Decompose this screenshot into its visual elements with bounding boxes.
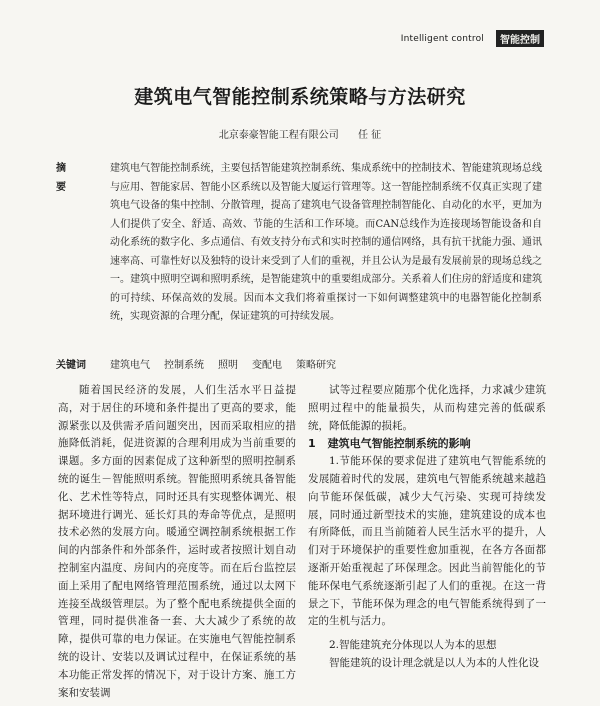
- section-number: 1: [308, 437, 316, 451]
- keyword: 策略研究: [296, 360, 336, 371]
- section-badge: 智能控制: [496, 30, 544, 47]
- body-left-column: 随着国民经济的发展，人们生活水平日益提高，对于居住的环境和条件提出了更高的要求，能源紧张以及供需矛盾问题突出，因而采取相应的措施降低消耗，促进资源的合理利用成为当前重要的课题。多方面的因素促成了这种新型的照明控制系统的诞生－智能照明系统。智能照明系统具备智能化、艺术性等特点，同时还具有实现整体调光、根据环境进行调光、延长灯具的寿命等优点，是照明技术必然的发展方向。暖通空调控制系统根据工作间的内部条件和外部条件，运时或者按照计划自动控制室内温度、房间内的亮度等。而在后台监控层面上采用了配电网络管理范围系统，通过以太网下连接至战级管理层。为了整个配电系统提供全面的管理，同时提供准备一套、大大减少了系统的故障，提供可靠的电力保证。在实施电气智能控制系统的设计、安装以及调试过程中，在保证系统的基本功能正常发挥的情况下，对于设计方案、施工方案和安装调: [58, 384, 296, 699]
- body-right-column: [308, 382, 546, 673]
- keyword: 控制系统: [164, 360, 204, 371]
- section-heading: [308, 435, 546, 453]
- article-title: 建筑电气智能控制系统策略与方法研究: [134, 86, 466, 108]
- paragraph: 智能建筑的设计理念就是以人为本的人性化设: [329, 656, 539, 669]
- section-title: 建筑电气智能控制系统的影响: [327, 437, 471, 451]
- keyword: 建筑电气: [110, 360, 150, 371]
- running-header: [401, 30, 544, 47]
- author-organization: 北京泰豪智能工程有限公司: [218, 130, 339, 141]
- abstract-label: 摘 要: [56, 163, 74, 193]
- keywords-label: 关键词: [56, 360, 86, 371]
- author-name: 任 征: [358, 130, 382, 141]
- journal-name: Intelligent control: [400, 33, 484, 44]
- paragraph: 1.节能环保的要求促进了建筑电气智能系统的发展随着时代的发展，建筑电气智能系统越来越趋向节能环保低碳，减少大气污染、实现可持续发展，同时通过新型技术的实施，建筑建设的成本也有所降低，而且当前随着人民生活水平的提升，人们对于环境保护的重要性愈加重视，在各方各面都逐渐开始重视起了环保理念。因此当前智能化的节能环保电气系统逐渐引起了人们的重视。在这一背景之下，节能环保为理念的电气智能系统得到了一定的生机与活力。: [308, 455, 546, 628]
- abstract: [56, 160, 542, 327]
- abstract-text: 建筑电气智能控制系统，主要包括智能建筑控制系统、集成系统中的控制技术、智能建筑现场总线与应用、智能家居、智能小区系统以及智能大厦运行管理等。这一智能控制系统不仅真正实现了建筑电气设备的集中控制、分散管理，提高了建筑电气设备管理控制智能化、自动化的水平，更加为人们提供了安全、舒适、高效、节能的生活和工作环境。而CAN总线作为连接现场智能设备和自动化系统的数字化、多点通信、有效支持分布式和实时控制的通信网络，具有抗干扰能力强、通讯速率高、可靠性好以及独特的设计来受到了人们的重视，并且公认为是最有发展前景的现场总线之一。建筑中照明空调和照明系统，是智能建筑中的重要组成部分。关系着人们住房的舒适度和建筑的可持续、环保高效的发展。因而本文我们将着重探讨一下如何调整建筑中的电器智能化控制系统，实现资源的合理分配，保证建筑的可持续发展。: [110, 163, 542, 322]
- paragraph: 试等过程要应随那个优化选择，力求减少建筑照明过程中的能量损失，从而构建完善的低碳系统，降低能源的损耗。: [308, 384, 546, 432]
- keyword: 照明: [218, 360, 238, 371]
- subsection-heading: 2.智能建筑充分体现以人为本的思想: [329, 639, 497, 652]
- byline: [0, 126, 600, 141]
- keywords: [56, 356, 336, 371]
- keyword: 变配电: [252, 360, 282, 371]
